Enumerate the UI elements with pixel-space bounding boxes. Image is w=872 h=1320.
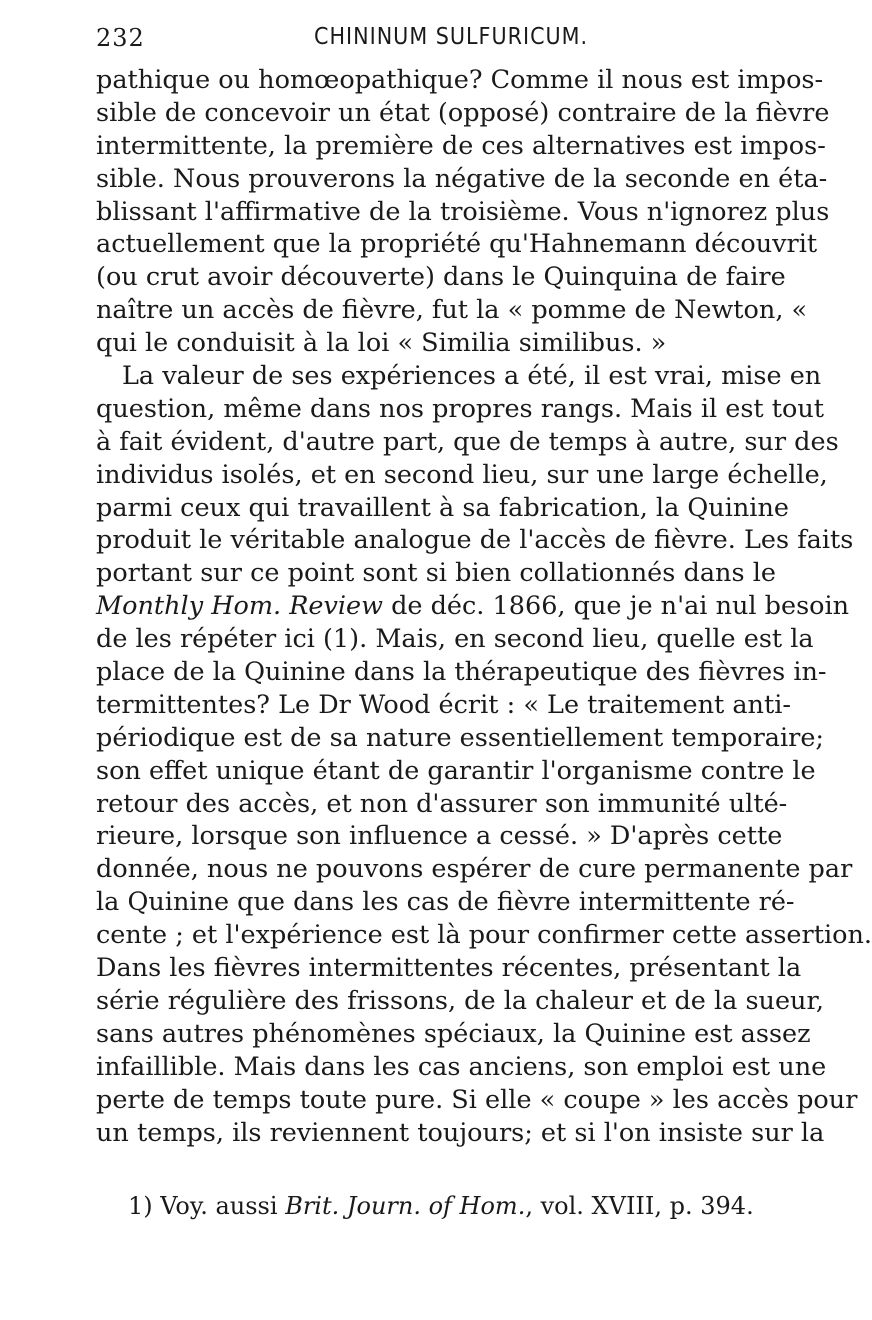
footnote-text: Voy. aussi bbox=[152, 1192, 286, 1220]
text-line: son effet unique étant de garantir l'organisme contre le bbox=[96, 755, 816, 786]
text-line: à fait évident, d'autre part, que de temps à autre, sur des bbox=[96, 426, 839, 457]
text-line: sible de concevoir un état (opposé) contraire de la fièvre bbox=[96, 97, 830, 128]
text-line: sible. Nous prouverons la négative de la seconde en éta- bbox=[96, 163, 828, 194]
italic-journal-title: Monthly Hom. Review bbox=[96, 591, 383, 622]
text-line-rest: de déc. 1866, que je n'ai nul besoin bbox=[382, 591, 850, 622]
text-line: périodique est de sa nature essentiellement temporaire; bbox=[96, 722, 824, 753]
footnote bbox=[128, 1192, 778, 1220]
text-line: infaillible. Mais dans les cas anciens, son emploi est une bbox=[96, 1051, 827, 1082]
text-line: naître un accès de fièvre, fut la « pomme de Newton, « bbox=[96, 295, 808, 326]
text-line: parmi ceux qui travaillent à sa fabrication, la Quinine bbox=[96, 492, 789, 523]
text-line: sans autres phénomènes spéciaux, la Quinine est assez bbox=[96, 1018, 811, 1049]
text-line: un temps, ils reviennent toujours; et si l'on insiste sur la bbox=[96, 1117, 825, 1148]
footnote-reference: , vol. XVIII, p. 394. bbox=[525, 1192, 754, 1220]
text-line: intermittente, la première de ces alternatives est impos- bbox=[96, 130, 826, 161]
text-line: de les répéter ici (1). Mais, en second lieu, quelle est la bbox=[96, 624, 814, 655]
text-line: la Quinine que dans les cas de fièvre intermittente ré- bbox=[96, 887, 795, 918]
text-line: question, même dans nos propres rangs. Mais il est tout bbox=[96, 393, 825, 424]
text-line: pathique ou homœopathique? Comme il nous est impos- bbox=[96, 65, 824, 95]
running-title: CHININUM SULFURICUM. bbox=[314, 24, 589, 50]
footnote-marker: 1) bbox=[128, 1192, 153, 1220]
body-text bbox=[96, 64, 872, 1149]
text-line: individus isolés, et en second lieu, sur une large échelle, bbox=[96, 459, 828, 490]
text-line-with-italic bbox=[96, 590, 850, 623]
text-line: actuellement que la propriété qu'Hahnemann découvrit bbox=[96, 229, 818, 260]
text-line: qui le conduisit à la loi « Similia similibus. » bbox=[96, 328, 667, 359]
page-number: 232 bbox=[96, 24, 145, 52]
text-line: rieure, lorsque son influence a cessé. » D'après cette bbox=[96, 821, 783, 852]
text-line: (ou crut avoir découverte) dans le Quinquina de faire bbox=[96, 262, 786, 293]
text-line: place de la Quinine dans la thérapeutique des fièvres in- bbox=[96, 657, 827, 688]
text-line: retour des accès, et non d'assurer son immunité ulté- bbox=[96, 788, 788, 819]
text-line: perte de temps toute pure. Si elle « coupe » les accès pour bbox=[96, 1084, 858, 1115]
text-line: cente ; et l'expérience est là pour confirmer cette assertion. bbox=[96, 920, 872, 951]
text-line: portant sur ce point sont si bien collationnés dans le bbox=[96, 558, 776, 589]
text-line: La valeur de ses expériences a été, il est vrai, mise en bbox=[122, 361, 822, 392]
text-line: Dans les fièvres intermittentes récentes, présentant la bbox=[96, 953, 802, 984]
text-line: blissant l'affirmative de la troisième. Vous n'ignorez plus bbox=[96, 196, 830, 227]
text-line: termittentes? Le Dr Wood écrit : « Le traitement anti- bbox=[96, 689, 791, 720]
text-line: donnée, nous ne pouvons espérer de cure permanente par bbox=[96, 854, 853, 885]
text-line: produit le véritable analogue de l'accès de fièvre. Les faits bbox=[96, 525, 854, 556]
page-header bbox=[96, 24, 796, 64]
footnote-journal-title: Brit. Journ. of Hom. bbox=[285, 1192, 526, 1220]
text-line: série régulière des frissons, de la chaleur et de la sueur, bbox=[96, 985, 824, 1016]
